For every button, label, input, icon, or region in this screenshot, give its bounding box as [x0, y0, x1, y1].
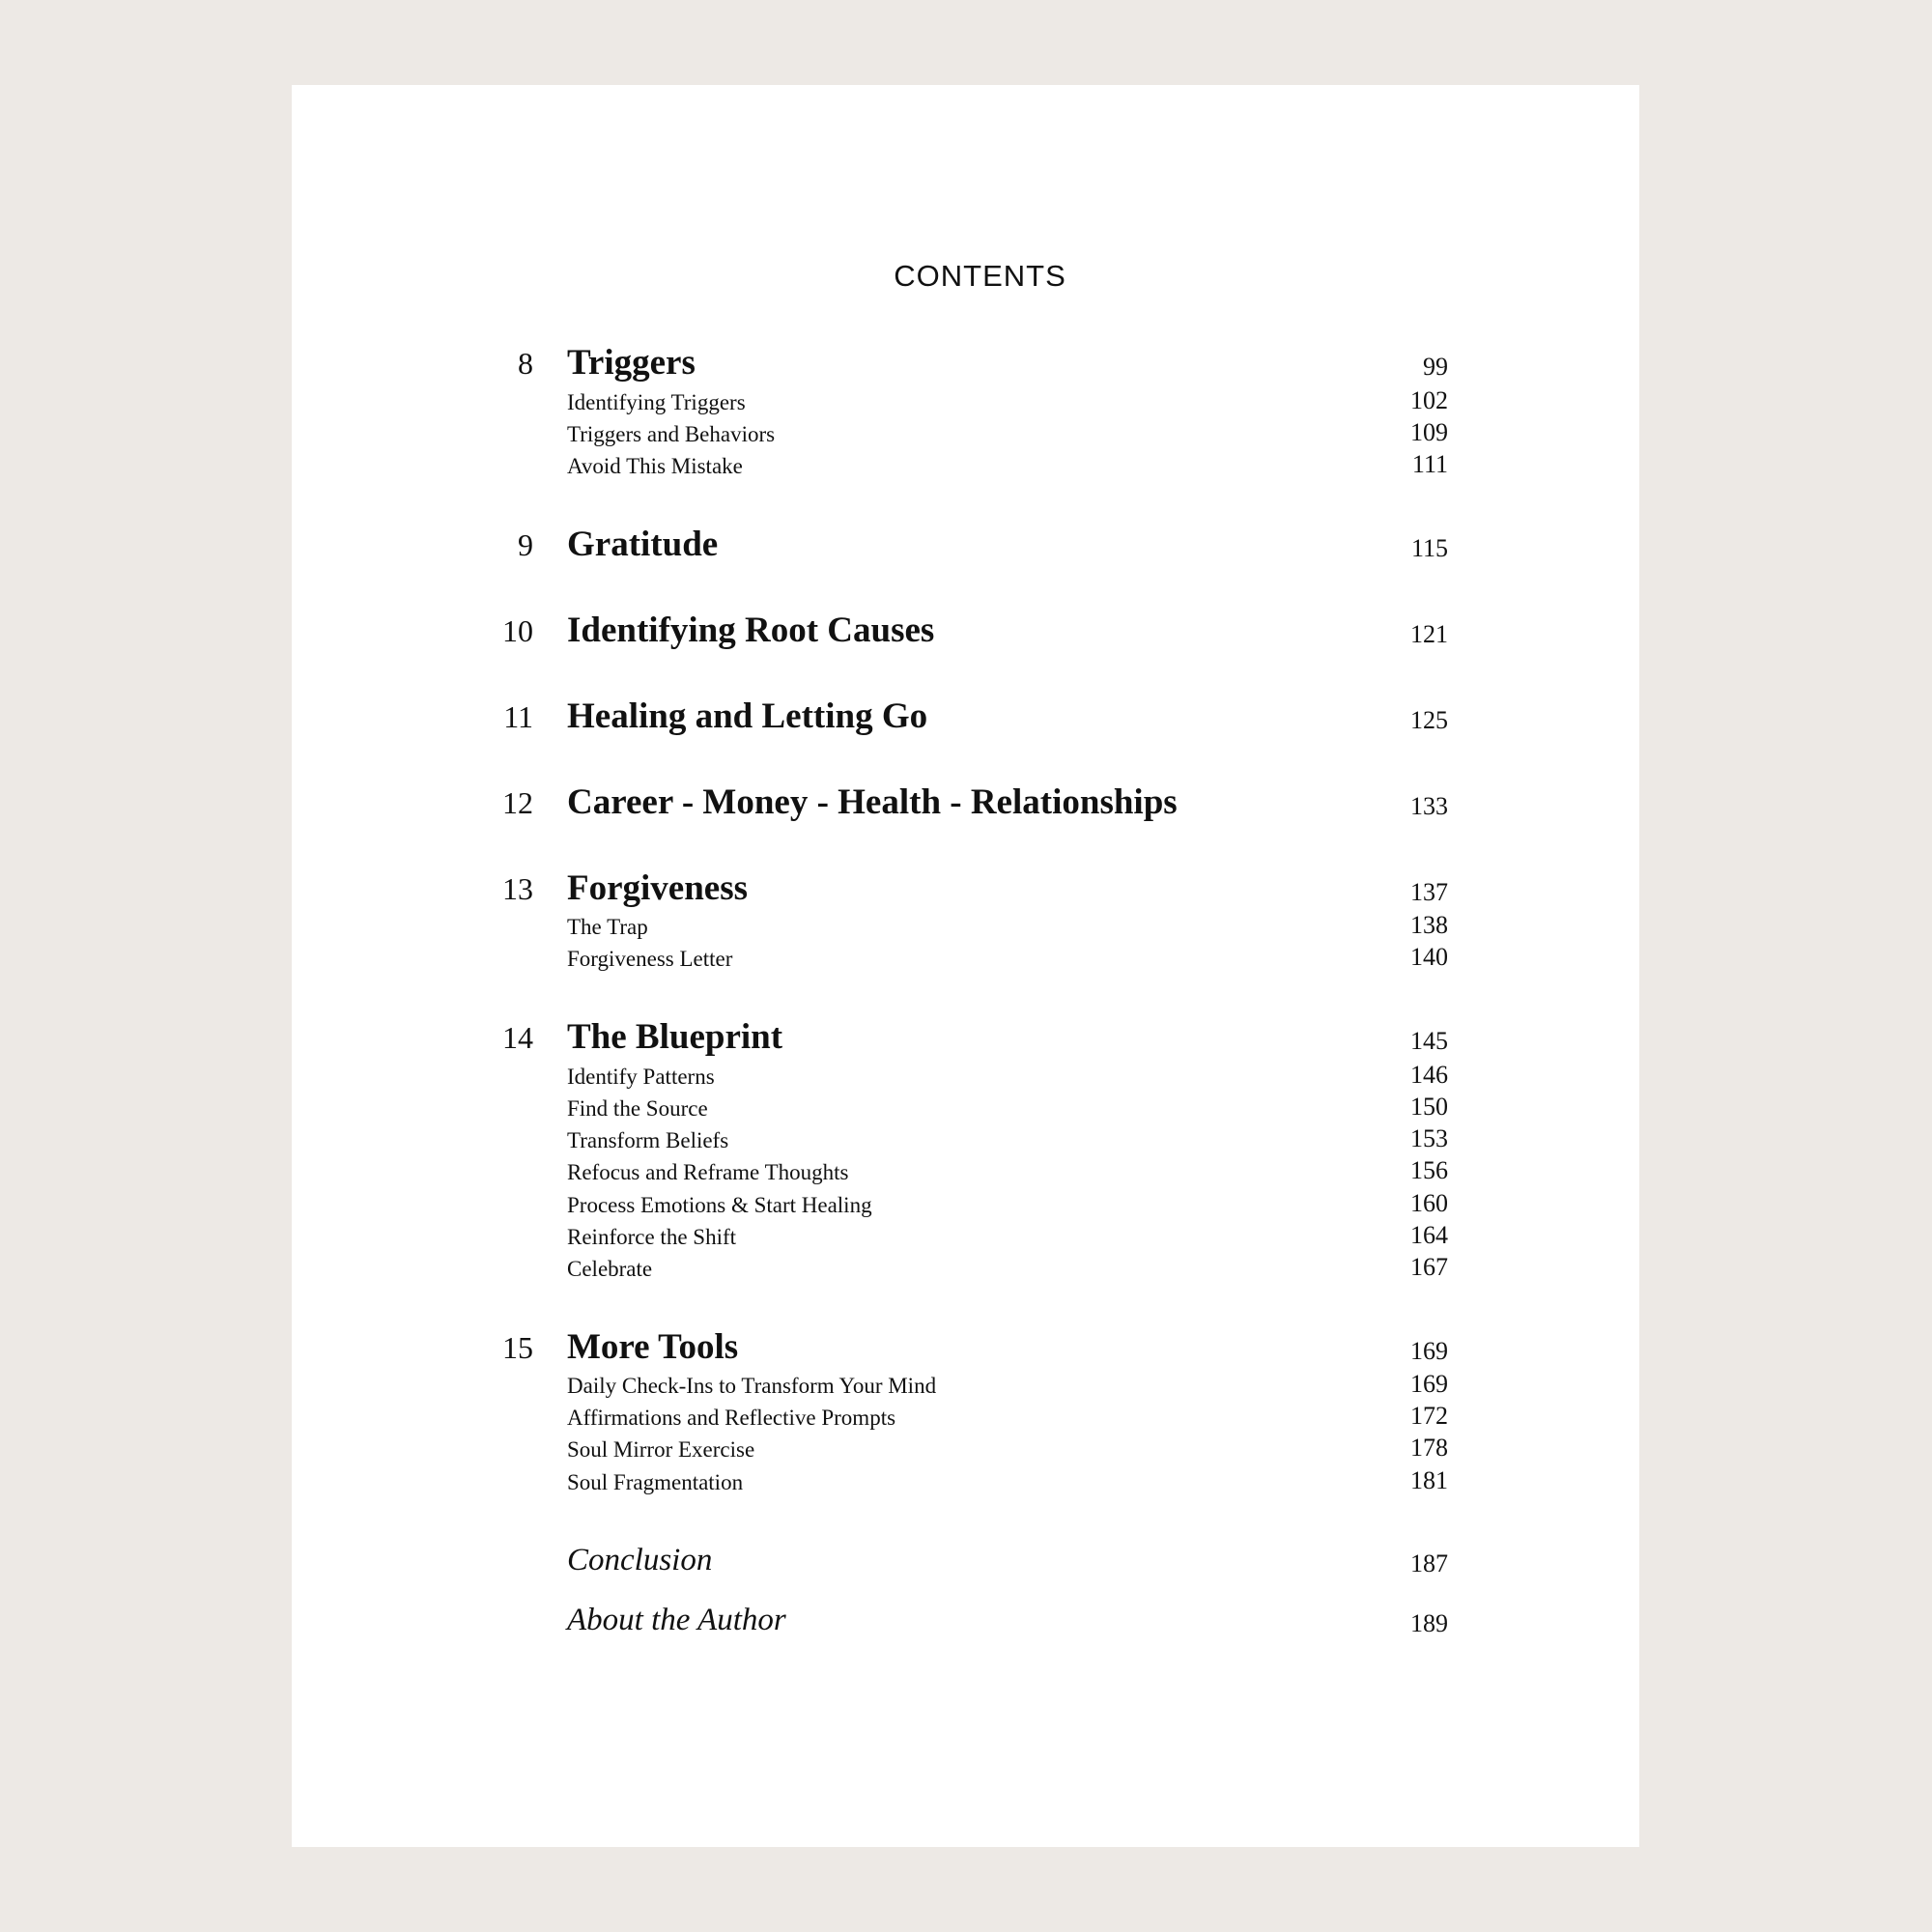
- toc-chapter-row: [292, 1328, 1639, 1367]
- chapter-title: Forgiveness: [567, 868, 749, 908]
- chapter-number: 8: [518, 346, 533, 381]
- subsection-page-number: 167: [1410, 1253, 1448, 1281]
- toc-chapter-row: [292, 344, 1639, 383]
- toc-chapter-row: [292, 869, 1639, 908]
- chapter-number: 12: [502, 785, 533, 820]
- subsection-title: Celebrate: [567, 1257, 653, 1281]
- subsection-title: Process Emotions & Start Healing: [567, 1193, 872, 1217]
- subsection-title: Find the Source: [567, 1096, 708, 1121]
- subsection-page-number: 146: [1410, 1061, 1448, 1089]
- chapter-page-number: 121: [1410, 620, 1448, 648]
- back-matter-title: About the Author: [567, 1603, 786, 1637]
- toc-subsection-row: [292, 1253, 1639, 1292]
- subsection-page-number: 102: [1410, 386, 1448, 414]
- chapter-page-number: 115: [1410, 534, 1448, 562]
- subsection-title: Identifying Triggers: [567, 390, 746, 414]
- subsection-page-number: 169: [1410, 1370, 1448, 1398]
- toc-subsection-row: [292, 943, 1639, 981]
- subsection-title: Transform Beliefs: [567, 1128, 729, 1152]
- subsection-page-number: 150: [1410, 1093, 1448, 1121]
- chapter-page-number: 145: [1410, 1027, 1448, 1055]
- toc-subsection-row: [292, 1466, 1639, 1505]
- chapter-number: 13: [502, 871, 533, 906]
- chapter-page-number: 137: [1410, 878, 1448, 906]
- subsection-title: Refocus and Reframe Thoughts: [567, 1160, 849, 1184]
- subsection-page-number: 140: [1410, 943, 1448, 971]
- chapter-number: 14: [502, 1020, 533, 1055]
- subsection-page-number: 138: [1410, 911, 1448, 939]
- chapter-title: Triggers: [567, 343, 696, 383]
- subsection-page-number: 160: [1410, 1189, 1448, 1217]
- subsection-page-number: 172: [1410, 1402, 1448, 1430]
- toc-subsection-row: [292, 450, 1639, 489]
- toc-chapter-row: [292, 1018, 1639, 1057]
- subsection-page-number: 164: [1410, 1221, 1448, 1249]
- chapter-title: Gratitude: [567, 525, 719, 564]
- subsection-title: Avoid This Mistake: [567, 454, 743, 478]
- chapter-number: 15: [502, 1330, 533, 1365]
- chapter-title: The Blueprint: [567, 1017, 783, 1057]
- subsection-page-number: 181: [1410, 1466, 1448, 1494]
- subsection-page-number: 153: [1410, 1124, 1448, 1152]
- subsection-title: Forgiveness Letter: [567, 947, 733, 971]
- chapter-title: Healing and Letting Go: [567, 696, 928, 736]
- toc-chapter-row: [292, 526, 1639, 564]
- chapter-number: 11: [503, 699, 533, 734]
- subsection-page-number: 178: [1410, 1434, 1448, 1462]
- subsection-title: Affirmations and Reflective Prompts: [567, 1406, 896, 1430]
- back-matter-title: Conclusion: [567, 1543, 713, 1577]
- chapter-number: 10: [502, 613, 533, 648]
- subsection-title: Triggers and Behaviors: [567, 422, 776, 446]
- contents-heading: CONTENTS: [894, 259, 1066, 293]
- toc-chapter-row: [292, 783, 1639, 822]
- book-page: [292, 85, 1639, 1847]
- subsection-page-number: 111: [1411, 450, 1448, 478]
- toc-chapter-row: [292, 611, 1639, 650]
- chapter-title: More Tools: [567, 1327, 739, 1367]
- subsection-title: Daily Check-Ins to Transform Your Mind: [567, 1374, 937, 1398]
- chapter-number: 9: [518, 527, 533, 562]
- chapter-page-number: 133: [1410, 792, 1448, 820]
- toc-back-matter-row: [292, 1601, 1639, 1639]
- chapter-title: Career - Money - Health - Relationships: [567, 782, 1178, 822]
- toc-chapter-row: [292, 697, 1639, 736]
- back-matter-page-number: 189: [1410, 1609, 1448, 1637]
- subsection-title: Identify Patterns: [567, 1065, 715, 1089]
- subsection-page-number: 156: [1410, 1156, 1448, 1184]
- chapter-title: Identifying Root Causes: [567, 611, 935, 650]
- subsection-page-number: 109: [1410, 418, 1448, 446]
- chapter-page-number: 99: [1423, 353, 1448, 381]
- subsection-title: Soul Mirror Exercise: [567, 1437, 755, 1462]
- back-matter-page-number: 187: [1410, 1549, 1448, 1577]
- subsection-title: Reinforce the Shift: [567, 1225, 737, 1249]
- chapter-page-number: 125: [1410, 706, 1448, 734]
- toc-back-matter-row: [292, 1541, 1639, 1579]
- chapter-page-number: 169: [1410, 1337, 1448, 1365]
- subsection-title: The Trap: [567, 915, 648, 939]
- subsection-title: Soul Fragmentation: [567, 1470, 744, 1494]
